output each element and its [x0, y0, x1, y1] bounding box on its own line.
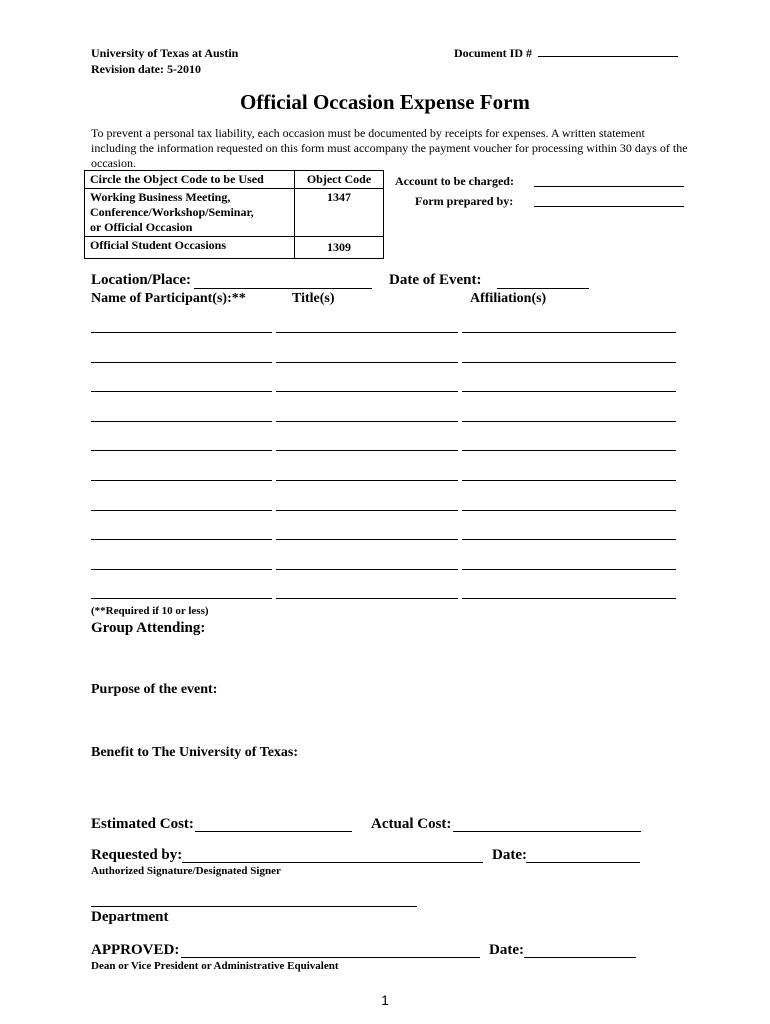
- participant-title-field[interactable]: [276, 332, 458, 333]
- authorized-signature-caption: Authorized Signature/Designated Signer: [91, 865, 281, 877]
- account-field[interactable]: [534, 186, 684, 187]
- document-id-field[interactable]: [538, 56, 678, 57]
- label-line: or Official Occasion: [90, 220, 193, 234]
- participant-name-field[interactable]: [91, 569, 272, 570]
- table-header-cell: Object Code: [295, 171, 384, 189]
- approved-date-field[interactable]: [524, 957, 636, 958]
- approved-date-label: Date:: [489, 942, 524, 958]
- date-of-event-field[interactable]: [497, 288, 589, 289]
- approved-field[interactable]: [181, 957, 480, 958]
- participant-name-field[interactable]: [91, 362, 272, 363]
- account-label: Account to be charged:: [395, 174, 514, 188]
- actual-cost-field[interactable]: [453, 831, 641, 832]
- requested-by-label: Requested by:: [91, 847, 183, 863]
- approver-caption: Dean or Vice President or Administrative Equivalent: [91, 960, 339, 972]
- participant-affiliation-field[interactable]: [462, 569, 676, 570]
- participant-title-field[interactable]: [276, 362, 458, 363]
- participant-affiliation-field[interactable]: [462, 480, 676, 481]
- table-row[interactable]: [85, 189, 384, 237]
- table-row[interactable]: [85, 237, 384, 259]
- table-cell-label: Official Student Occasions: [85, 237, 295, 259]
- revision-date: Revision date: 5-2010: [91, 62, 201, 76]
- approved-label: APPROVED:: [91, 942, 180, 958]
- department-label: Department: [91, 909, 169, 925]
- participant-affiliation-field[interactable]: [462, 332, 676, 333]
- object-code-1309[interactable]: 1309: [295, 237, 384, 259]
- prepared-by-field[interactable]: [534, 206, 684, 207]
- institution-name: University of Texas at Austin: [91, 46, 239, 60]
- document-id-label: Document ID #: [454, 46, 532, 60]
- participant-affiliation-field[interactable]: [462, 362, 676, 363]
- requested-date-label: Date:: [492, 847, 527, 863]
- participant-title-field[interactable]: [276, 598, 458, 599]
- participant-title-field[interactable]: [276, 391, 458, 392]
- participant-name-header: Name of Participant(s):**: [91, 291, 246, 306]
- participant-title-field[interactable]: [276, 450, 458, 451]
- participant-affiliation-field[interactable]: [462, 510, 676, 511]
- requested-date-field[interactable]: [526, 862, 640, 863]
- estimated-cost-field[interactable]: [195, 831, 352, 832]
- benefit-label: Benefit to The University of Texas:: [91, 745, 299, 760]
- participant-name-field[interactable]: [91, 332, 272, 333]
- participant-name-field[interactable]: [91, 480, 272, 481]
- label-line: Working Business Meeting,: [90, 190, 231, 204]
- location-label: Location/Place:: [91, 272, 191, 288]
- estimated-cost-label: Estimated Cost:: [91, 816, 194, 832]
- department-field[interactable]: [91, 906, 417, 907]
- object-code-1347[interactable]: 1347: [295, 189, 384, 237]
- location-field[interactable]: [194, 288, 372, 289]
- actual-cost-label: Actual Cost:: [371, 816, 452, 832]
- participant-name-field[interactable]: [91, 510, 272, 511]
- form-title: Official Occasion Expense Form: [240, 90, 530, 114]
- participant-title-field[interactable]: [276, 480, 458, 481]
- intro-paragraph: To prevent a personal tax liability, each occasion must be documented by receipts for expenses. A written statement including the information requested on this form must accompany the payment voucher for processing within 30 days of the occasion.: [91, 126, 688, 170]
- participant-affiliation-field[interactable]: [462, 450, 676, 451]
- participant-title-field[interactable]: [276, 421, 458, 422]
- participant-name-field[interactable]: [91, 539, 272, 540]
- table-header-cell: Circle the Object Code to be Used: [85, 171, 295, 189]
- prepared-by-label: Form prepared by:: [415, 194, 514, 208]
- participant-name-field[interactable]: [91, 598, 272, 599]
- page-number: 1: [381, 992, 389, 1008]
- participant-affiliation-field[interactable]: [462, 391, 676, 392]
- participant-name-field[interactable]: [91, 450, 272, 451]
- table-header-row: [85, 171, 384, 189]
- participant-title-header: Title(s): [292, 291, 335, 306]
- participant-affiliation-header: Affiliation(s): [470, 291, 547, 306]
- participant-title-field[interactable]: [276, 569, 458, 570]
- object-code-table: [84, 170, 384, 259]
- participant-title-field[interactable]: [276, 539, 458, 540]
- participant-name-field[interactable]: [91, 421, 272, 422]
- participant-name-field[interactable]: [91, 391, 272, 392]
- participant-affiliation-field[interactable]: [462, 421, 676, 422]
- purpose-label: Purpose of the event:: [91, 682, 218, 697]
- table-cell-label: [85, 189, 295, 237]
- date-of-event-label: Date of Event:: [389, 272, 482, 288]
- participant-affiliation-field[interactable]: [462, 598, 676, 599]
- participant-affiliation-field[interactable]: [462, 539, 676, 540]
- requested-by-field[interactable]: [182, 862, 483, 863]
- document-id: [454, 46, 678, 61]
- group-attending-label: Group Attending:: [91, 620, 206, 636]
- label-line: Conference/Workshop/Seminar,: [90, 205, 254, 219]
- participant-title-field[interactable]: [276, 510, 458, 511]
- participants-note: (**Required if 10 or less): [91, 605, 209, 617]
